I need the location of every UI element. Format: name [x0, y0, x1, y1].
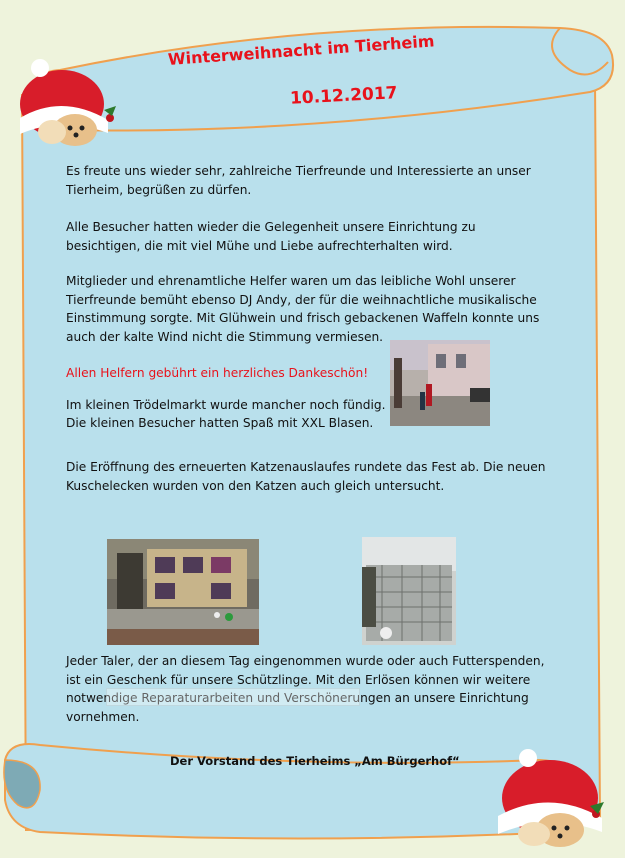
photo-street-event — [390, 340, 490, 426]
photo-cat-houses — [107, 539, 259, 645]
paragraph-cat-run: Die Eröffnung des erneuerten Katzenauslaufes rundete das Fest ab. Die neuen Kuschelecken wurden von den Katzen auch gleich untersucht. — [66, 460, 546, 493]
santa-hat-puppy-icon — [0, 38, 130, 148]
thanks-line: Allen Helfern gebührt ein herzliches Dankeschön! — [66, 366, 369, 380]
signature: Der Vorstand des Tierheims „Am Bürgerhof“ — [170, 754, 460, 768]
paragraph-donations: Jeder Taler, der an diesem Tag eingenommen wurde oder auch Futterspenden, ist ein Geschenk für unsere Schützlinge. Mit den Erlösen können wir weitere notwendige Reparaturarbeiten und Verschönerungen an unsere Einrichtung vornehmen. — [66, 654, 545, 724]
watermark-overlay — [106, 688, 360, 706]
flea-market-line: Im kleinen Trödelmarkt wurde mancher noch fündig. — [66, 398, 386, 412]
santa-hat-puppy-icon — [470, 738, 620, 850]
photo-cat-enclosure — [362, 537, 456, 645]
paragraph-welcome: Es freute uns wieder sehr, zahlreiche Tierfreunde und Interessierte an unser Tierheim, begrüßen zu dürfen. — [66, 164, 531, 197]
paragraph-visit: Alle Besucher hatten wieder die Gelegenheit unsere Einrichtung zu besichtigen, die mit viel Mühe und Liebe aufrechterhalten wird. — [66, 220, 476, 253]
event-date: 10.12.2017 — [289, 83, 398, 109]
bubbles-line: Die kleinen Besucher hatten Spaß mit XXL Blasen. — [66, 416, 374, 430]
page-title: Winterweihnacht im Tierheim — [167, 31, 435, 69]
paragraph-helpers: Mitglieder und ehrenamtliche Helfer waren um das leibliche Wohl unserer Tierfreunde bemüht ebenso DJ Andy, der für die weihnachtliche musikalische Einstimmung sorgte. Mit Glühwein und frisch gebackenen Waffeln konnte uns auch der kalte Wind nicht die Stimmung vermiesen. — [66, 274, 540, 344]
